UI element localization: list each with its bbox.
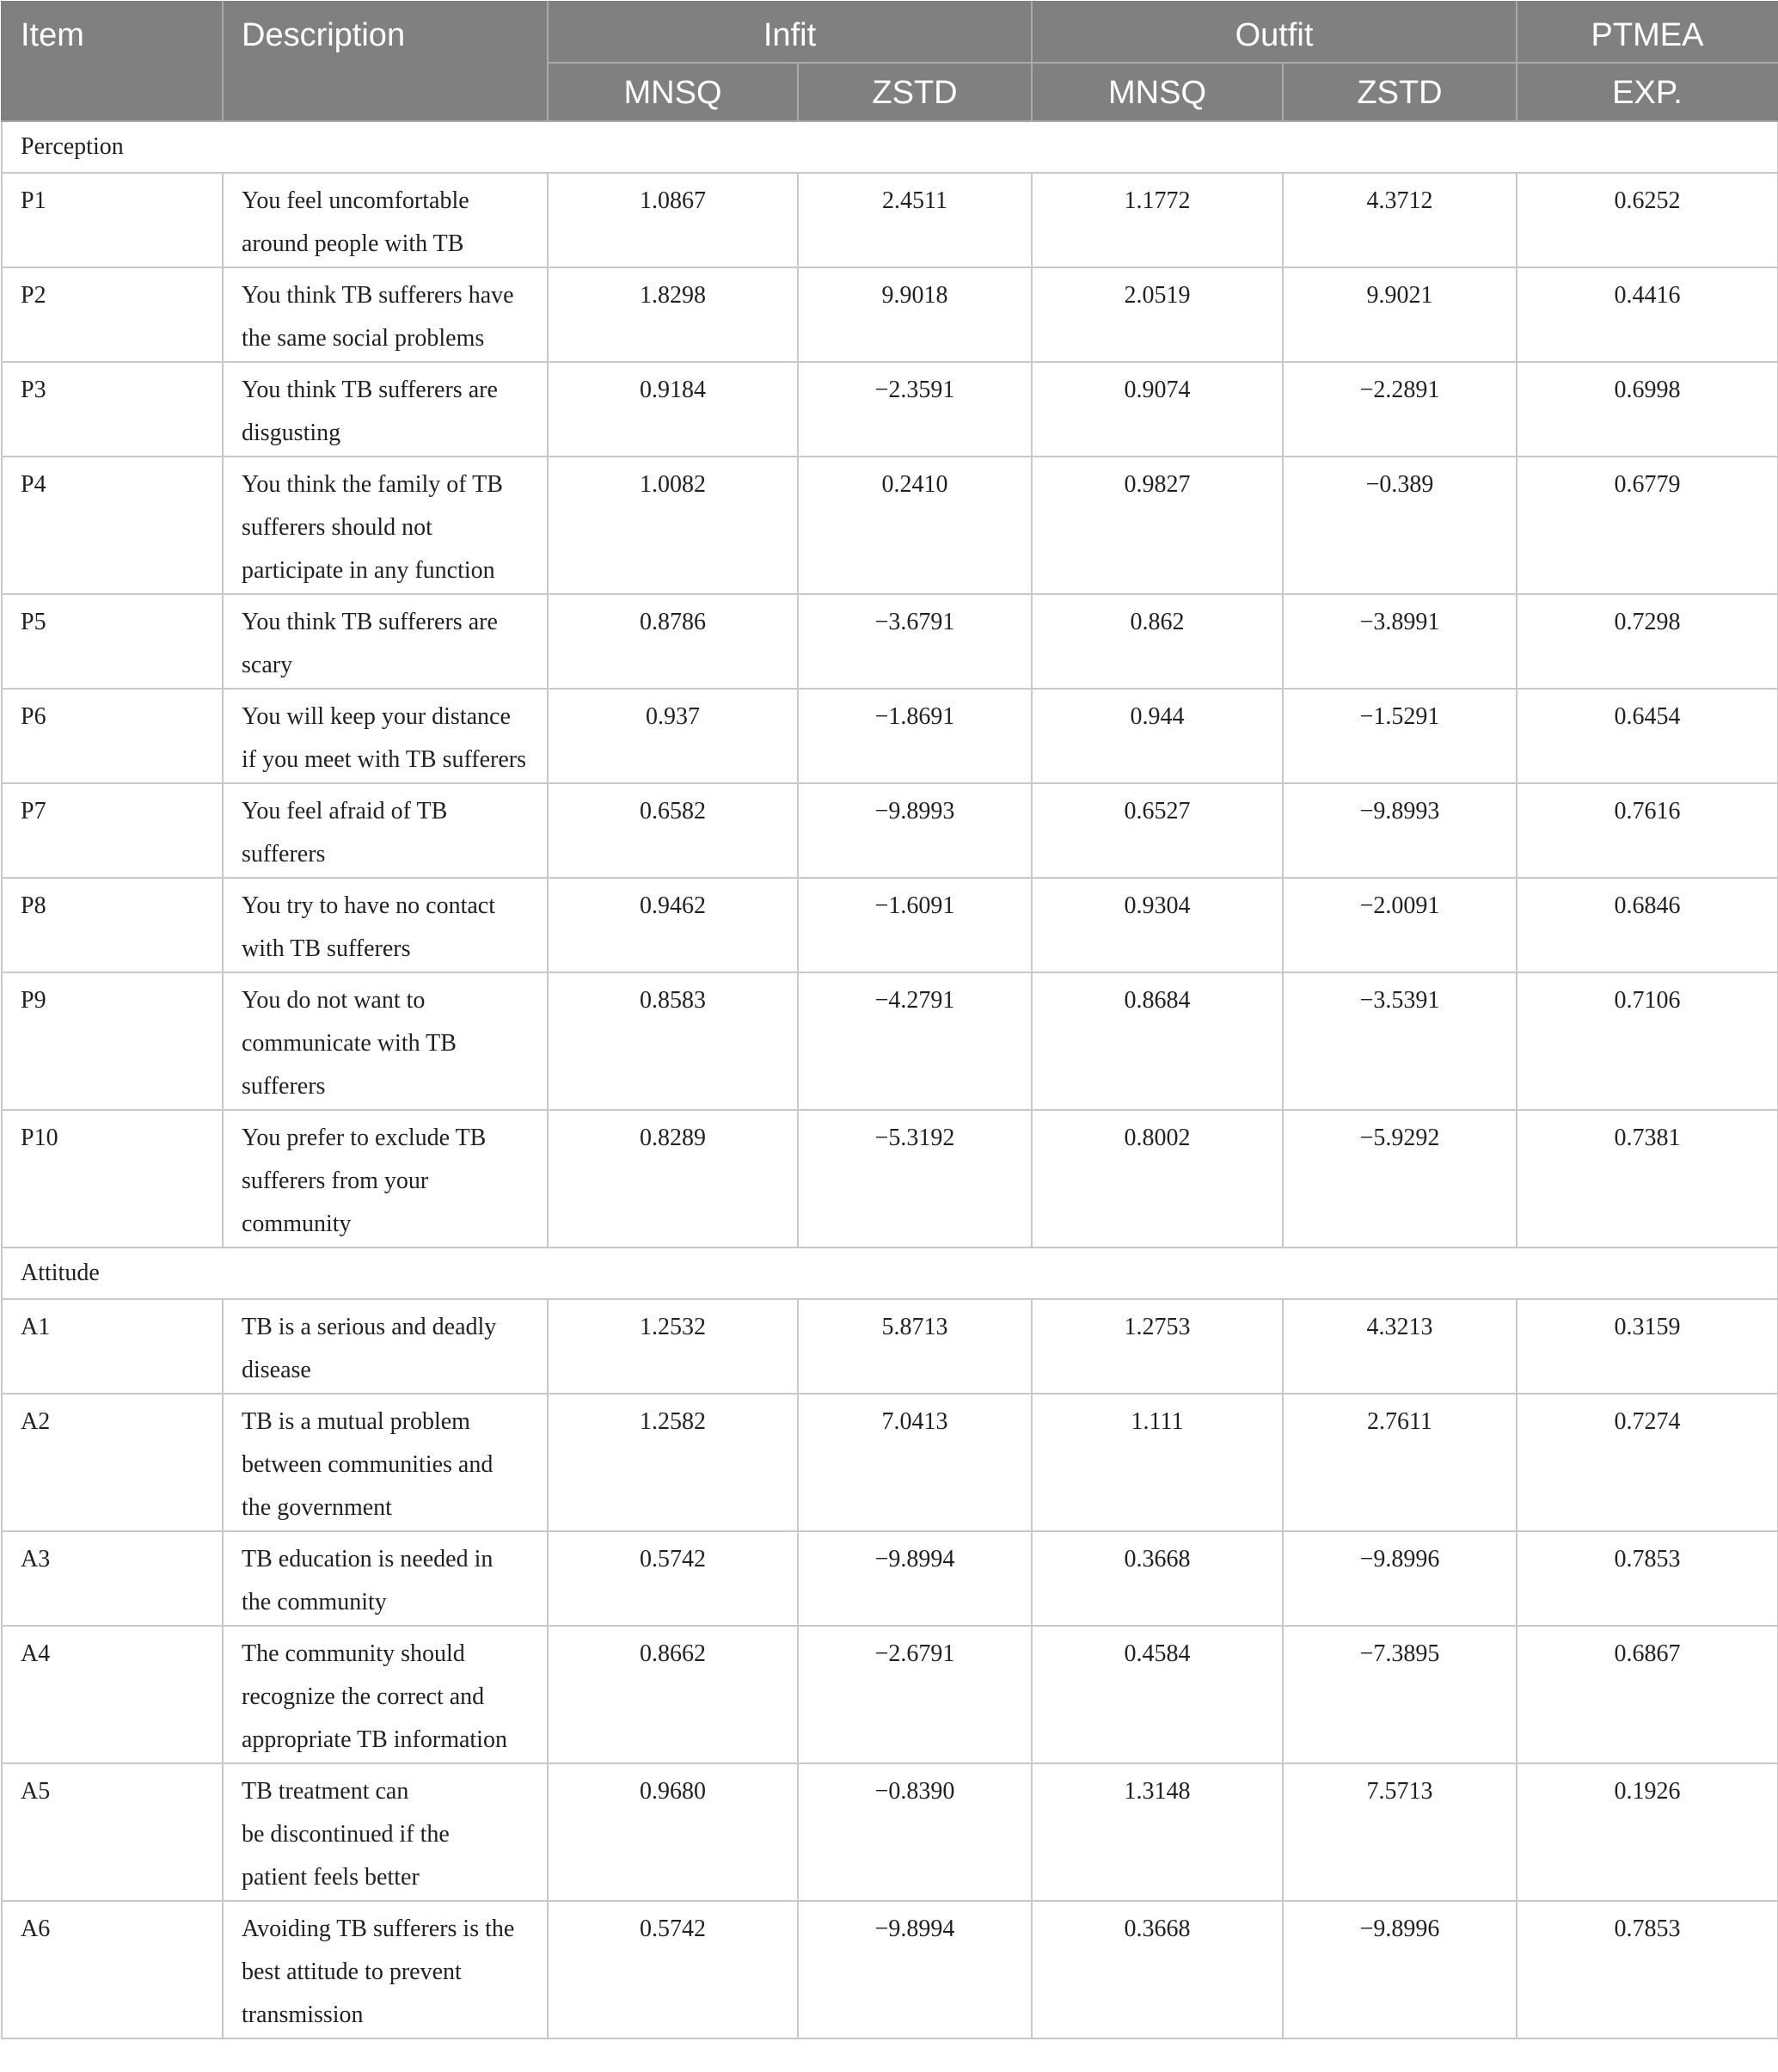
infit-zstd-cell: −1.6091 (798, 878, 1032, 972)
ptmea-exp-cell: 0.7298 (1517, 594, 1778, 689)
outfit-zstd-cell: −0.389 (1283, 457, 1517, 594)
description-line: You think TB sufferers are (242, 377, 498, 403)
ptmea-exp-cell: 0.6454 (1517, 689, 1778, 783)
infit-mnsq-cell: 0.8786 (548, 594, 798, 689)
table-row (2, 594, 1778, 689)
item-id-cell: A6 (2, 1901, 223, 2038)
description-line: You prefer to exclude TB (242, 1125, 487, 1151)
item-fit-statistics-table (1, 1, 1778, 2039)
outfit-zstd-cell: 9.9021 (1283, 267, 1517, 362)
table-row (2, 878, 1778, 972)
infit-zstd-cell: −1.8691 (798, 689, 1032, 783)
description-cell (223, 457, 548, 594)
outfit-zstd-cell: 4.3213 (1283, 1299, 1517, 1394)
infit-zstd-cell: −9.8994 (798, 1901, 1032, 2038)
infit-zstd-cell: −2.3591 (798, 362, 1032, 457)
ptmea-exp-cell: 0.7853 (1517, 1531, 1778, 1626)
description-line: sufferers should not (242, 514, 432, 541)
header-description: Description (223, 2, 548, 121)
outfit-mnsq-cell: 1.3148 (1032, 1763, 1283, 1901)
table-row (2, 1531, 1778, 1626)
description-cell (223, 173, 548, 267)
item-id-cell: P5 (2, 594, 223, 689)
table-row (2, 1626, 1778, 1763)
infit-zstd-cell: −0.8390 (798, 1763, 1032, 1901)
header-group-infit: Infit (548, 2, 1032, 63)
outfit-mnsq-cell: 1.1772 (1032, 173, 1283, 267)
item-id-cell: A5 (2, 1763, 223, 1901)
description-line: You think the family of TB (242, 471, 503, 498)
description-cell (223, 1901, 548, 2038)
description-cell (223, 1763, 548, 1901)
description-line: disease (242, 1357, 311, 1383)
item-id-cell: P4 (2, 457, 223, 594)
header-item: Item (2, 2, 223, 121)
description-line: Avoiding TB sufferers is the (242, 1916, 515, 1942)
outfit-zstd-cell: −9.8993 (1283, 783, 1517, 878)
description-line: sufferers from your (242, 1168, 429, 1194)
description-line: You think TB sufferers have (242, 282, 514, 309)
infit-mnsq-cell: 0.6582 (548, 783, 798, 878)
infit-zstd-cell: −5.3192 (798, 1110, 1032, 1247)
item-id-cell: P3 (2, 362, 223, 457)
item-id-cell: P8 (2, 878, 223, 972)
item-id-cell: P6 (2, 689, 223, 783)
description-line: the same social problems (242, 325, 485, 352)
infit-zstd-cell: 9.9018 (798, 267, 1032, 362)
ptmea-exp-cell: 0.6846 (1517, 878, 1778, 972)
outfit-mnsq-cell: 0.3668 (1032, 1901, 1283, 2038)
table-row (2, 1299, 1778, 1394)
description-line: You try to have no contact (242, 892, 495, 919)
header-outfit-zstd: ZSTD (1283, 63, 1517, 121)
section-title: Attitude (2, 1247, 1778, 1299)
ptmea-exp-cell: 0.7274 (1517, 1394, 1778, 1531)
outfit-mnsq-cell: 1.111 (1032, 1394, 1283, 1531)
outfit-mnsq-cell: 0.9074 (1032, 362, 1283, 457)
infit-zstd-cell: −9.8993 (798, 783, 1032, 878)
description-line: TB is a mutual problem (242, 1408, 470, 1435)
outfit-mnsq-cell: 2.0519 (1032, 267, 1283, 362)
infit-zstd-cell: −9.8994 (798, 1531, 1032, 1626)
outfit-mnsq-cell: 0.944 (1032, 689, 1283, 783)
outfit-zstd-cell: −5.9292 (1283, 1110, 1517, 1247)
outfit-zstd-cell: −2.2891 (1283, 362, 1517, 457)
description-cell (223, 362, 548, 457)
ptmea-exp-cell: 0.6867 (1517, 1626, 1778, 1763)
infit-mnsq-cell: 0.9184 (548, 362, 798, 457)
description-line: recognize the correct and (242, 1683, 485, 1710)
description-cell (223, 1299, 548, 1394)
infit-mnsq-cell: 0.5742 (548, 1531, 798, 1626)
header-group-ptmea: PTMEA (1517, 2, 1778, 63)
description-cell (223, 1626, 548, 1763)
description-cell (223, 689, 548, 783)
header-infit-mnsq: MNSQ (548, 63, 798, 121)
outfit-mnsq-cell: 1.2753 (1032, 1299, 1283, 1394)
table-row (2, 267, 1778, 362)
infit-mnsq-cell: 0.5742 (548, 1901, 798, 2038)
outfit-mnsq-cell: 0.862 (1032, 594, 1283, 689)
description-cell (223, 594, 548, 689)
ptmea-exp-cell: 0.6252 (1517, 173, 1778, 267)
item-id-cell: P1 (2, 173, 223, 267)
table-header (2, 2, 1778, 121)
outfit-mnsq-cell: 0.9827 (1032, 457, 1283, 594)
infit-mnsq-cell: 1.2532 (548, 1299, 798, 1394)
outfit-zstd-cell: −1.5291 (1283, 689, 1517, 783)
description-line: around people with TB (242, 230, 464, 257)
item-id-cell: P9 (2, 972, 223, 1110)
description-cell (223, 267, 548, 362)
description-line: You feel uncomfortable (242, 187, 469, 214)
ptmea-exp-cell: 0.6998 (1517, 362, 1778, 457)
description-line: TB is a serious and deadly (242, 1314, 497, 1340)
infit-mnsq-cell: 0.8289 (548, 1110, 798, 1247)
ptmea-exp-cell: 0.3159 (1517, 1299, 1778, 1394)
description-line: patient feels better (242, 1864, 420, 1891)
outfit-zstd-cell: −7.3895 (1283, 1626, 1517, 1763)
header-row-groups (2, 2, 1778, 63)
description-line: TB education is needed in (242, 1546, 494, 1572)
table-row (2, 457, 1778, 594)
outfit-mnsq-cell: 0.8684 (1032, 972, 1283, 1110)
outfit-zstd-cell: 2.7611 (1283, 1394, 1517, 1531)
infit-mnsq-cell: 0.8583 (548, 972, 798, 1110)
item-id-cell: P10 (2, 1110, 223, 1247)
description-line: scary (242, 652, 293, 678)
outfit-zstd-cell: −3.5391 (1283, 972, 1517, 1110)
table-row (2, 1901, 1778, 2038)
header-ptmea-exp: EXP. (1517, 63, 1778, 121)
item-id-cell: A1 (2, 1299, 223, 1394)
outfit-zstd-cell: 7.5713 (1283, 1763, 1517, 1901)
description-line: The community should (242, 1640, 465, 1667)
item-id-cell: P7 (2, 783, 223, 878)
infit-zstd-cell: −4.2791 (798, 972, 1032, 1110)
description-line: community (242, 1211, 352, 1237)
ptmea-exp-cell: 0.7853 (1517, 1901, 1778, 2038)
outfit-mnsq-cell: 0.6527 (1032, 783, 1283, 878)
item-id-cell: A3 (2, 1531, 223, 1626)
description-line: disgusting (242, 420, 341, 446)
infit-mnsq-cell: 1.2582 (548, 1394, 798, 1531)
description-line: You do not want to (242, 987, 426, 1014)
description-cell (223, 783, 548, 878)
description-cell (223, 972, 548, 1110)
section-row (2, 1247, 1778, 1299)
infit-mnsq-cell: 1.8298 (548, 267, 798, 362)
infit-zstd-cell: −2.6791 (798, 1626, 1032, 1763)
infit-zstd-cell: 5.8713 (798, 1299, 1032, 1394)
outfit-mnsq-cell: 0.4584 (1032, 1626, 1283, 1763)
description-line: the government (242, 1494, 392, 1521)
table-row (2, 783, 1778, 878)
header-group-outfit: Outfit (1032, 2, 1517, 63)
description-line: sufferers (242, 841, 326, 867)
infit-mnsq-cell: 0.8662 (548, 1626, 798, 1763)
ptmea-exp-cell: 0.1926 (1517, 1763, 1778, 1901)
description-line: transmission (242, 2002, 364, 2028)
description-cell (223, 1531, 548, 1626)
table-row (2, 362, 1778, 457)
infit-mnsq-cell: 1.0082 (548, 457, 798, 594)
item-id-cell: A2 (2, 1394, 223, 1531)
infit-mnsq-cell: 0.9680 (548, 1763, 798, 1901)
description-cell (223, 878, 548, 972)
description-line: if you meet with TB sufferers (242, 746, 527, 773)
item-id-cell: P2 (2, 267, 223, 362)
description-line: TB treatment can (242, 1778, 409, 1805)
header-outfit-mnsq: MNSQ (1032, 63, 1283, 121)
description-cell (223, 1394, 548, 1531)
outfit-zstd-cell: −2.0091 (1283, 878, 1517, 972)
header-infit-zstd: ZSTD (798, 63, 1032, 121)
table-body (2, 121, 1778, 2038)
item-id-cell: A4 (2, 1626, 223, 1763)
infit-mnsq-cell: 0.9462 (548, 878, 798, 972)
ptmea-exp-cell: 0.7616 (1517, 783, 1778, 878)
description-line: appropriate TB information (242, 1726, 507, 1753)
outfit-zstd-cell: −9.8996 (1283, 1901, 1517, 2038)
table-row (2, 1110, 1778, 1247)
infit-zstd-cell: 0.2410 (798, 457, 1032, 594)
table-row (2, 972, 1778, 1110)
description-line: You will keep your distance (242, 703, 511, 730)
infit-zstd-cell: 2.4511 (798, 173, 1032, 267)
ptmea-exp-cell: 0.7106 (1517, 972, 1778, 1110)
infit-zstd-cell: 7.0413 (798, 1394, 1032, 1531)
description-line: best attitude to prevent (242, 1959, 462, 1985)
outfit-mnsq-cell: 0.9304 (1032, 878, 1283, 972)
description-line: You feel afraid of TB (242, 798, 448, 825)
description-line: sufferers (242, 1073, 326, 1100)
infit-mnsq-cell: 1.0867 (548, 173, 798, 267)
table-row (2, 1394, 1778, 1531)
outfit-zstd-cell: −9.8996 (1283, 1531, 1517, 1626)
description-line: participate in any function (242, 557, 495, 584)
description-line: the community (242, 1589, 387, 1615)
outfit-mnsq-cell: 0.3668 (1032, 1531, 1283, 1626)
table-row (2, 173, 1778, 267)
ptmea-exp-cell: 0.7381 (1517, 1110, 1778, 1247)
infit-mnsq-cell: 0.937 (548, 689, 798, 783)
description-line: You think TB sufferers are (242, 609, 498, 635)
description-cell (223, 1110, 548, 1247)
outfit-mnsq-cell: 0.8002 (1032, 1110, 1283, 1247)
description-line: communicate with TB (242, 1030, 457, 1057)
outfit-zstd-cell: 4.3712 (1283, 173, 1517, 267)
section-title: Perception (2, 121, 1778, 173)
outfit-zstd-cell: −3.8991 (1283, 594, 1517, 689)
table-row (2, 1763, 1778, 1901)
ptmea-exp-cell: 0.4416 (1517, 267, 1778, 362)
table-row (2, 689, 1778, 783)
section-row (2, 121, 1778, 173)
description-line: between communities and (242, 1451, 494, 1478)
infit-zstd-cell: −3.6791 (798, 594, 1032, 689)
description-line: be discontinued if the (242, 1821, 450, 1848)
description-line: with TB sufferers (242, 935, 411, 962)
ptmea-exp-cell: 0.6779 (1517, 457, 1778, 594)
